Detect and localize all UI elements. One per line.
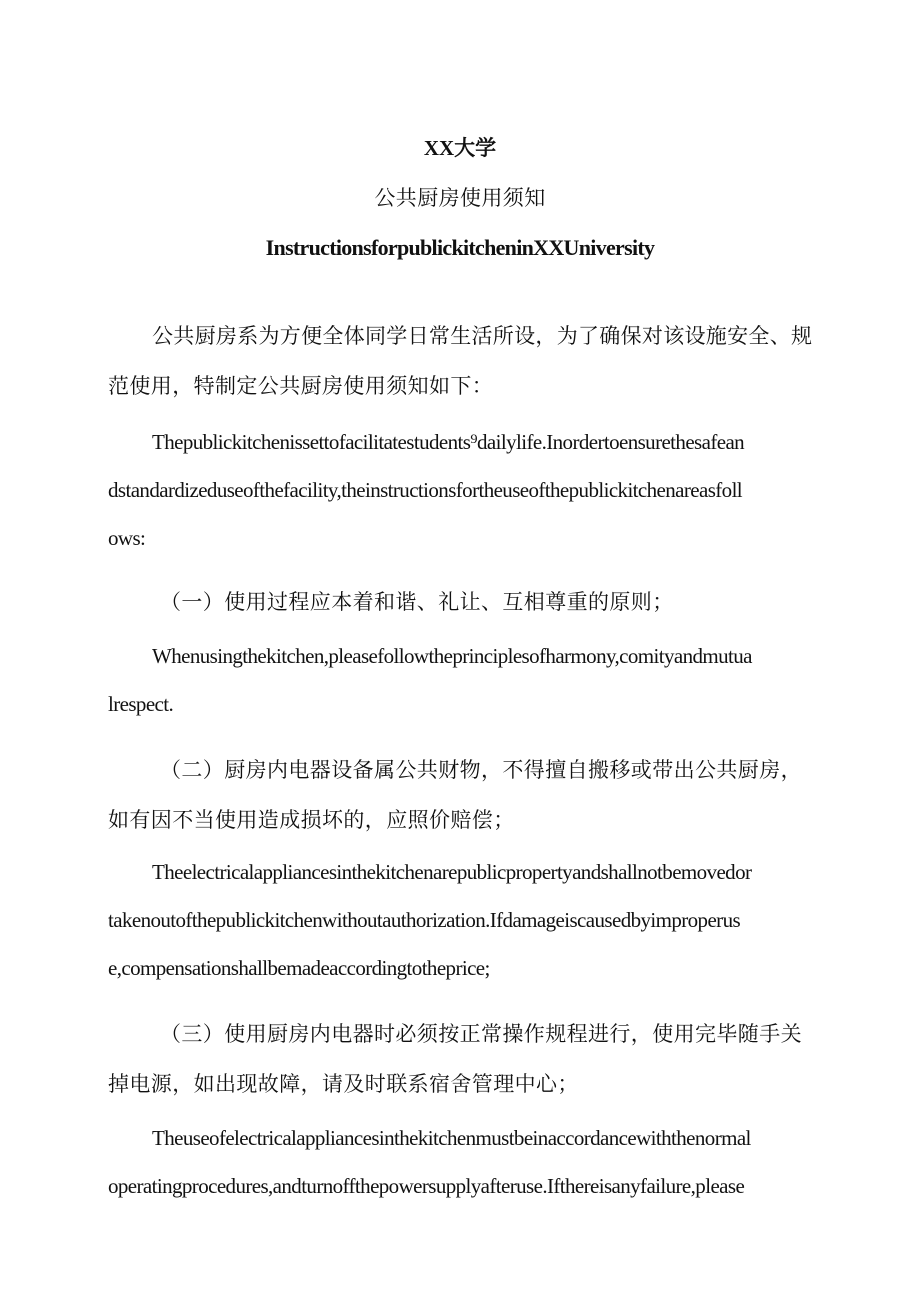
rule-3-en-line-2: operatingprocedures,andturnoffthepowersupplyafteruse.Ifthereisanyfailure,please — [108, 1174, 745, 1198]
rule-2-cn-line-2: 如有因不当使用造成损坏的，应照价赔偿； — [108, 808, 515, 832]
chinese-title: 公共厨房使用须知 — [374, 186, 546, 210]
intro-en-line-2: dstandardizeduseofthefacility,theinstructionsfortheuseofthepublickitchenareasfoll — [108, 478, 743, 502]
intro-cn-line-1: 公共厨房系为方便全体同学日常生活所设，为了确保对该设施安全、规 — [152, 324, 813, 348]
rule-1-en-line-2: lrespect. — [108, 692, 174, 716]
rule-1-cn-line-1: （一）使用过程应本着和谐、礼让、互相尊重的原则； — [160, 590, 674, 614]
rule-2-en-line-1: Theelectricalappliancesinthekitchenarepublicpropertyandshallnotbemovedor — [152, 860, 752, 884]
intro-en-line-1: Thepublickitchenissettofacilitatestudents⁹dailylife.Inordertoensurethesafean — [152, 430, 745, 454]
english-title: InstructionsforpublickitcheninXXUniversity — [265, 235, 655, 260]
rule-2-cn-line-1: （二）厨房内电器设备属公共财物，不得擅自搬移或带出公共厨房， — [160, 758, 802, 782]
university-title: XX大学 — [423, 136, 497, 160]
rule-2-en-line-3: e,compensationshallbemadeaccordingtotheprice; — [108, 956, 490, 980]
rule-3-cn-line-2: 掉电源，如出现故障，请及时联系宿舍管理中心； — [108, 1072, 579, 1096]
intro-cn-line-2: 范使用，特制定公共厨房使用须知如下： — [108, 374, 494, 398]
intro-en-line-3: ows: — [108, 526, 146, 550]
rule-3-en-line-1: Theuseofelectricalappliancesinthekitchenmustbeinaccordancewiththenormal — [152, 1126, 751, 1150]
rule-3-cn-line-1: （三）使用厨房内电器时必须按正常操作规程进行，使用完毕随手关 — [160, 1022, 802, 1046]
rule-1-en-line-1: Whenusingthekitchen,pleasefollowtheprinciplesofharmony,comityandmutua — [152, 644, 752, 668]
rule-2-en-line-2: takenoutofthepublickitchenwithoutauthorization.Ifdamageiscausedbyimproperus — [108, 908, 741, 932]
